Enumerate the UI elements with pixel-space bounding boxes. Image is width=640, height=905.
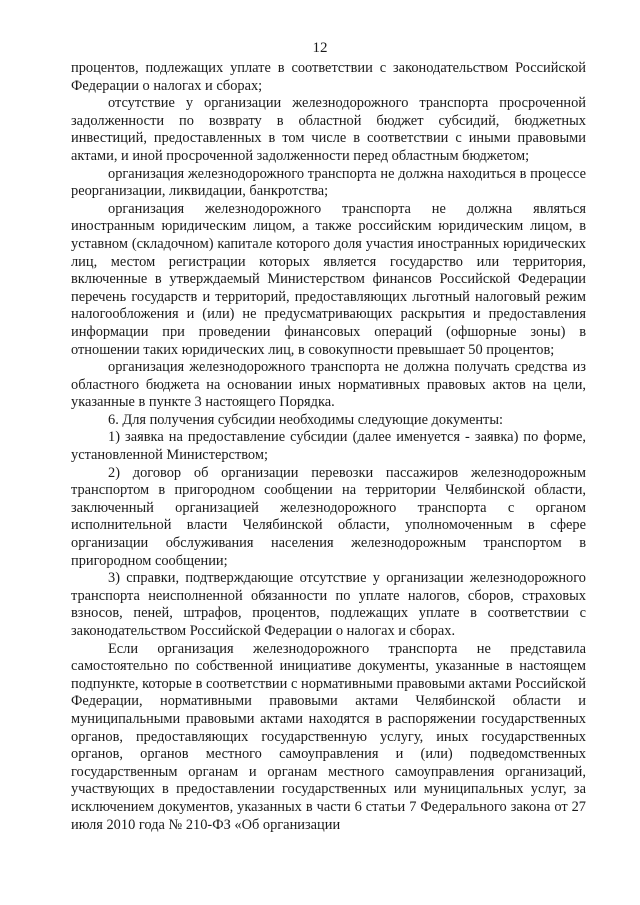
list-item-paragraph: 1) заявка на предоставление субсидии (далее именуется - заявка) по форме, установленной Министерством; [71,429,586,464]
document-body [71,60,586,834]
list-item-paragraph: 3) справки, подтверждающие отсутствие у организации железнодорожного транспорта неисполненной обязанности по уплате налогов, сборов, страховых взносов, пеней, штрафов, процентов, подлежащих уплате в соответствии с законодательством Российской Федерации о налогах и сборах. [71,570,586,639]
section-heading-paragraph: 6. Для получения субсидии необходимы следующие документы: [108,411,504,428]
page-number: 12 [312,40,328,56]
paragraph: отсутствие у организации железнодорожного транспорта просроченной задолженности по возврату в областной бюджет субсидий, бюджетных инвестиций, предоставленных в том числе в соответствии с иными правовыми актами, и иной просроченной задолженности перед областным бюджетом; [71,95,586,164]
list-item-paragraph: 2) договор об организации перевозки пассажиров железнодорожным транспортом в пригородном сообщении на территории Челябинской области, заключенный организацией железнодорожного транспорта с органом исполнительной власти Челябинской области, уполномоченным в сфере организации обслуживания населения железнодорожным транспортом в пригородном сообщении; [71,464,586,569]
paragraph: процентов, подлежащих уплате в соответствии с законодательством Российской Федерации о налогах и сборах; [71,60,586,94]
paragraph: организация железнодорожного транспорта не должна находиться в процессе реорганизации, ликвидации, банкротства; [71,165,586,200]
paragraph: организация железнодорожного транспорта не должна являться иностранным юридическим лицом, а также российским юридическим лицом, в уставном (складочном) капитале которого доля участия иностранных юридических лиц, местом регистрации которых является государство или территория, включенные в утверждаемый Министерством финансов Российской Федерации перечень государств и территорий, предоставляющих льготный налоговый режим налогообложения и (или) не предусматривающих раскрытия и предоставления информации при проведении финансовых операций (офшорные зоны) в отношении таких юридических лиц, в совокупности превышает 50 процентов; [71,200,586,358]
paragraph: Если организация железнодорожного транспорта не представила самостоятельно по собственной инициативе документы, указанные в настоящем подпункте, которые в соответствии с нормативными правовыми актами Российской Федерации, нормативными правовыми актами Челябинской области и муниципальными правовыми актами находятся в распоряжении государственных органов, предоставляющих государственную услугу, иных государственных органов, органов местного самоуправления и (или) подведомственных государственным органам и органам местного самоуправления организаций, участвующих в предоставлении государственных или муниципальных услуг, за исключением документов, указанных в части 6 статьи 7 Федерального закона от 27 июля 2010 года № 210-ФЗ «Об организации [71,640,586,833]
paragraph: организация железнодорожного транспорта не должна получать средства из областного бюджета на основании иных нормативных правовых актов на цели, указанные в пункте 3 настоящего Порядка. [71,359,586,411]
